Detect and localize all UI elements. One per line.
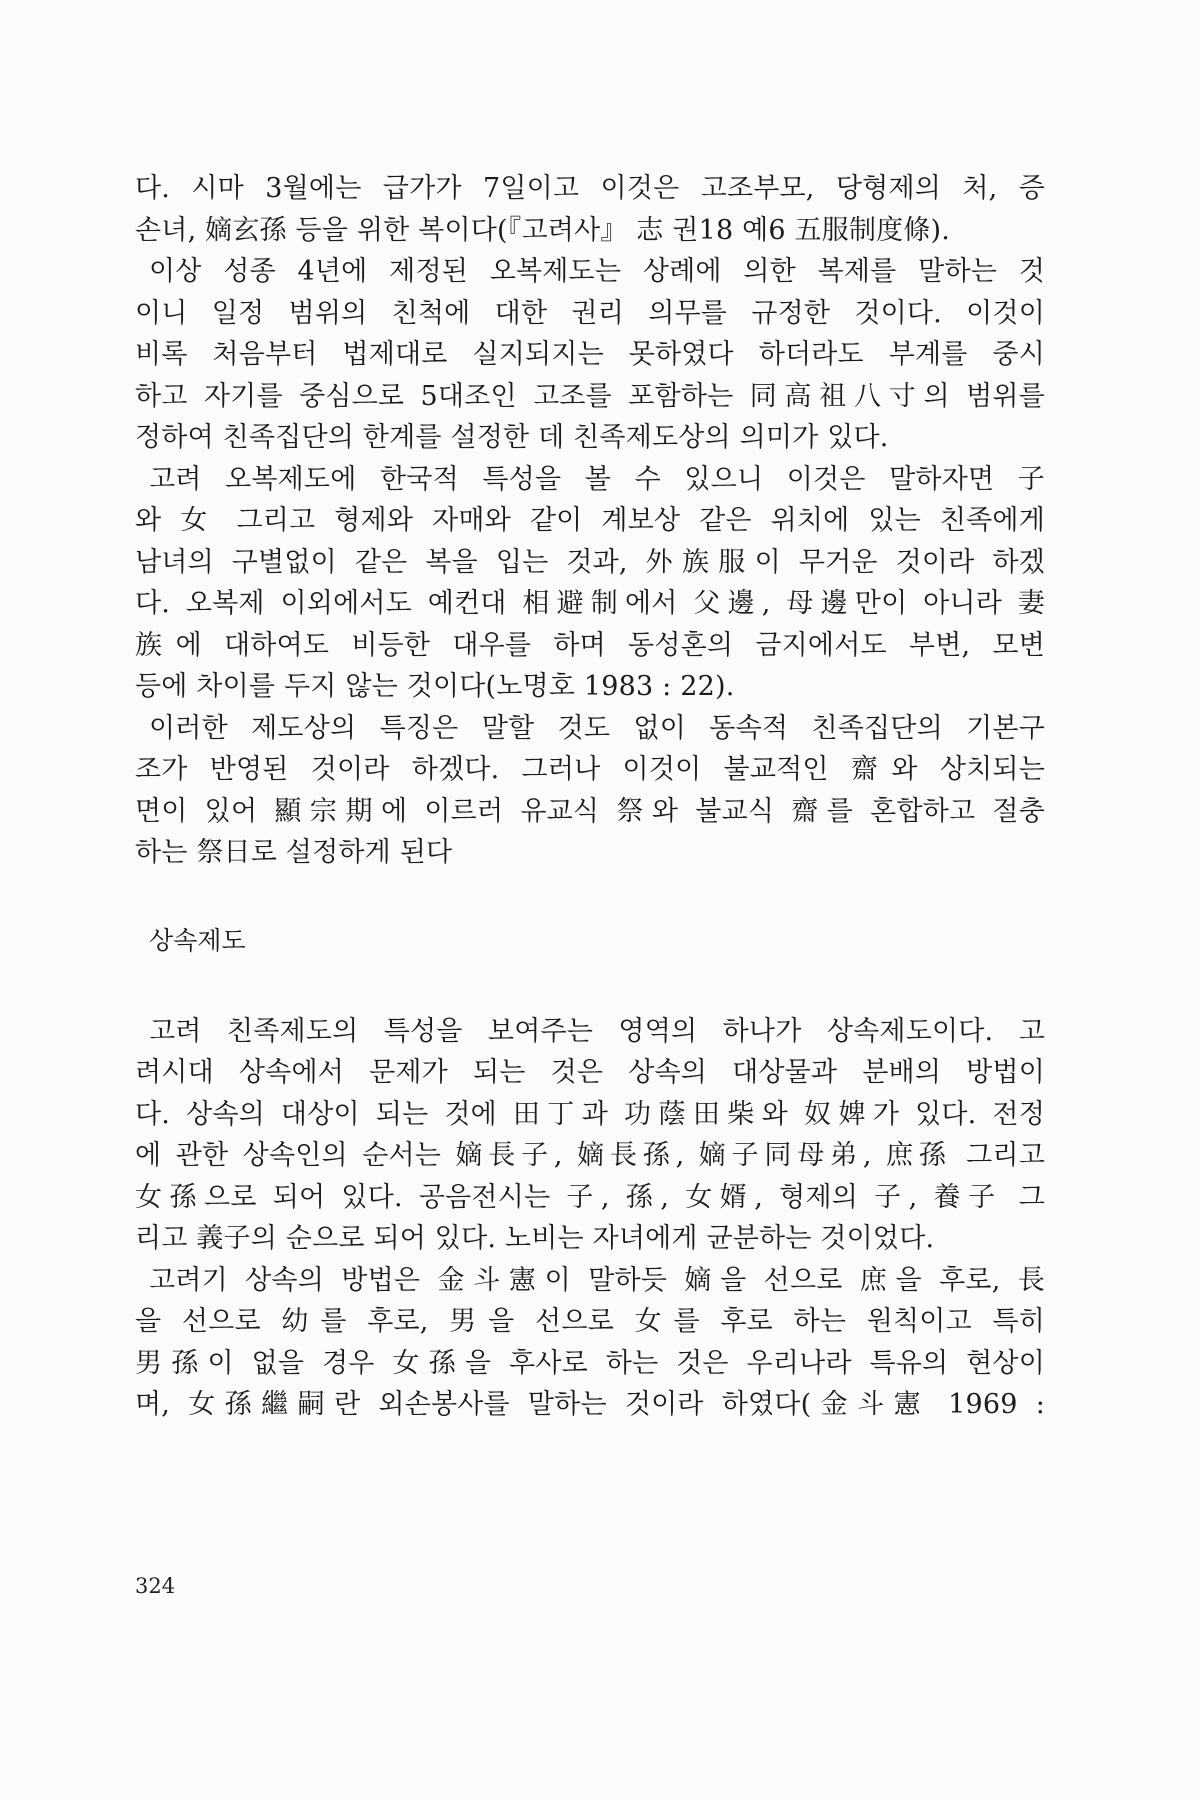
text-line: 면이 있어 顯宗期에 이르러 유교식 祭와 불교식 齋를 혼합하고 절충 xyxy=(135,795,1045,827)
text-line: 고려기 상속의 방법은 金斗憲이 말하듯 嫡을 선으로 庶을 후로, 長 xyxy=(149,1264,1045,1296)
text-line: 하는 祭日로 설정하게 된다 xyxy=(135,837,453,868)
paragraph-6 xyxy=(135,1260,1045,1426)
paragraph-2 xyxy=(135,251,1045,459)
text-line: 비록 처음부터 법제대로 실지되지는 못하였다 하더라도 부계를 중시 xyxy=(135,339,1045,370)
text-line: 다. 상속의 대상이 되는 것에 田丁과 功蔭田柴와 奴婢가 있다. 전정 xyxy=(135,1098,1045,1130)
text-line: 다. 시마 3월에는 급가가 7일이고 이것은 고조부모, 당형제의 처, 증 xyxy=(135,173,1045,204)
text-line: 다. 오복제 이외에서도 예컨대 相避制에서 父邊, 母邊만이 아니라 妻 xyxy=(135,588,1045,619)
paragraph-5 xyxy=(135,1011,1045,1260)
page-body xyxy=(135,168,1045,1426)
text-line: 이니 일정 범위의 친척에 대한 권리 의무를 규정한 것이다. 이것이 xyxy=(135,297,1045,329)
text-line: 손녀, 嫡玄孫 등을 위한 복이다(『고려사』 志 권18 예6 五服制度條). xyxy=(135,214,951,246)
text-line: 이러한 제도상의 특징은 말할 것도 없이 동속적 친족집단의 기본구 xyxy=(149,712,1045,744)
text-line: 女孫으로 되어 있다. 공음전시는 子, 孫, 女婿, 형제의 子, 養子 그 xyxy=(135,1181,1045,1213)
paragraph-1 xyxy=(135,168,1045,251)
text-line: 族에 대하여도 비등한 대우를 하며 동성혼의 금지에서도 부변, 모변 xyxy=(135,629,1045,661)
text-line: 등에 차이를 두지 않는 것이다(노명호 1983 : 22). xyxy=(135,671,735,702)
section-heading: 상속제도 xyxy=(149,925,246,955)
page-number: 324 xyxy=(135,1574,176,1598)
paragraph-3 xyxy=(135,459,1045,708)
text-line: 남녀의 구별없이 같은 복을 입는 것과, 外族服이 무거운 것이라 하겠 xyxy=(135,546,1045,578)
text-line: 하고 자기를 중심으로 5대조인 고조를 포함하는 同高祖八寸의 범위를 xyxy=(135,380,1045,412)
paragraph-4 xyxy=(135,708,1045,874)
text-line: 고려 친족제도의 특성을 보여주는 영역의 하나가 상속제도이다. 고 xyxy=(149,1015,1045,1047)
text-line: 며, 女孫繼嗣란 외손봉사를 말하는 것이라 하였다(金斗憲 1969 : xyxy=(135,1389,1045,1420)
text-line: 이상 성종 4년에 제정된 오복제도는 상례에 의한 복제를 말하는 것 xyxy=(149,256,1045,287)
text-line: 에 관한 상속인의 순서는 嫡長子, 嫡長孫, 嫡子同母弟, 庶孫 그리고 xyxy=(135,1140,1045,1171)
text-line: 와 女 그리고 형제와 자매와 같이 계보상 같은 위치에 있는 친족에게 xyxy=(135,505,1045,536)
text-line: 려시대 상속에서 문제가 되는 것은 상속의 대상물과 분배의 방법이 xyxy=(135,1057,1045,1088)
text-line: 정하여 친족집단의 한계를 설정한 데 친족제도상의 의미가 있다. xyxy=(135,422,889,453)
text-line: 을 선으로 幼를 후로, 男을 선으로 女를 후로 하는 원칙이고 특히 xyxy=(135,1306,1045,1337)
text-line: 리고 義子의 순으로 되어 있다. 노비는 자녀에게 균분하는 것이었다. xyxy=(135,1223,935,1254)
text-line: 男孫이 없을 경우 女孫을 후사로 하는 것은 우리나라 특유의 현상이 xyxy=(135,1347,1045,1379)
text-line: 조가 반영된 것이라 하겠다. 그러나 이것이 불교적인 齋와 상치되는 xyxy=(135,754,1045,785)
text-line: 고려 오복제도에 한국적 특성을 볼 수 있으니 이것은 말하자면 子 xyxy=(149,463,1045,495)
